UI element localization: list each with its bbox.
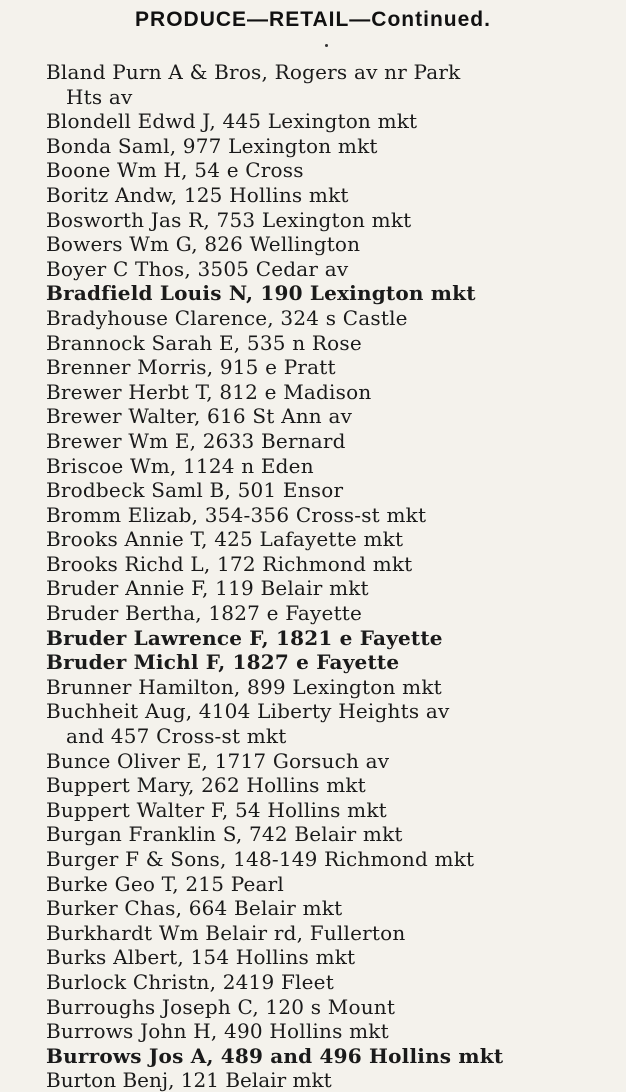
- printing-dot: [325, 44, 328, 47]
- entry-line: Blondell Edwd J, 445 Lexington mkt: [46, 109, 418, 134]
- partial-entry-line: Burton Benj, 121 Belair mkt: [46, 1068, 332, 1092]
- entry-line: Burrows Jos A, 489 and 496 Hollins mkt: [46, 1043, 504, 1068]
- entry-line: Briscoe Wm, 1124 n Eden: [46, 453, 314, 478]
- entry-line: Boritz Andw, 125 Hollins mkt: [46, 182, 349, 207]
- entry-line: Bromm Elizab, 354-356 Cross-st mkt: [46, 502, 427, 527]
- section-header: PRODUCE—RETAIL—Continued.: [135, 8, 491, 31]
- entry-line: Bowers Wm G, 826 Wellington: [46, 232, 361, 257]
- entry-line: Burks Albert, 154 Hollins mkt: [46, 945, 356, 970]
- entry-line: Buchheit Aug, 4104 Liberty Heights av: [46, 699, 450, 724]
- entry-line: Bonda Saml, 977 Lexington mkt: [46, 133, 378, 158]
- entry-line: Buppert Mary, 262 Hollins mkt: [46, 773, 366, 798]
- entry-line: Burlock Christn, 2419 Fleet: [46, 969, 334, 994]
- entry-line: Brunner Hamilton, 899 Lexington mkt: [46, 674, 442, 699]
- entry-line: Brooks Annie T, 425 Lafayette mkt: [46, 527, 404, 552]
- entry-list: [46, 60, 618, 1068]
- entry-line: Burger F & Sons, 148-149 Richmond mkt: [46, 847, 475, 871]
- entry-line: Brewer Wm E, 2633 Bernard: [46, 428, 346, 453]
- entry-line: Buppert Walter F, 54 Hollins mkt: [46, 797, 387, 822]
- entry-line: Burroughs Joseph C, 120 s Mount: [46, 994, 396, 1019]
- entry-line: Burgan Franklin S, 742 Belair mkt: [46, 822, 403, 847]
- entry-line: Bradfield Louis N, 190 Lexington mkt: [46, 281, 476, 306]
- entry-line: Brewer Walter, 616 St Ann av: [46, 404, 353, 429]
- entry-line: Bruder Annie F, 119 Belair mkt: [46, 576, 369, 601]
- entry-line: Burkhardt Wm Belair rd, Fullerton: [46, 920, 406, 945]
- entry-line: Brannock Sarah E, 535 n Rose: [46, 330, 362, 355]
- entry-line: Burke Geo T, 215 Pearl: [46, 871, 284, 896]
- entry-line: Brodbeck Saml B, 501 Ensor: [46, 478, 344, 503]
- entry-line: Bradyhouse Clarence, 324 s Castle: [46, 305, 408, 330]
- entry-line: Bunce Oliver E, 1717 Gorsuch av: [46, 748, 390, 773]
- entry-line: Bruder Lawrence F, 1821 e Fayette: [46, 625, 443, 650]
- entry-line: Burrows John H, 490 Hollins mkt: [46, 1019, 389, 1044]
- entry-line: Bosworth Jas R, 753 Lexington mkt: [46, 207, 412, 232]
- entry-line: Bruder Bertha, 1827 e Fayette: [46, 601, 363, 626]
- entry-line: Brenner Morris, 915 e Pratt: [46, 355, 336, 380]
- entry-line: Bruder Michl F, 1827 e Fayette: [46, 650, 400, 675]
- entry-line: and 457 Cross-st mkt: [66, 724, 287, 749]
- entry-line: Boyer C Thos, 3505 Cedar av: [46, 256, 349, 281]
- entry-line: Hts av: [66, 84, 133, 109]
- entry-line: Brooks Richd L, 172 Richmond mkt: [46, 551, 413, 576]
- entry-line: Boone Wm H, 54 e Cross: [46, 158, 304, 183]
- entry-line: Bland Purn A & Bros, Rogers av nr Park: [46, 60, 461, 84]
- entry-line: Burker Chas, 664 Belair mkt: [46, 896, 343, 921]
- entry-line: Brewer Herbt T, 812 e Madison: [46, 379, 372, 404]
